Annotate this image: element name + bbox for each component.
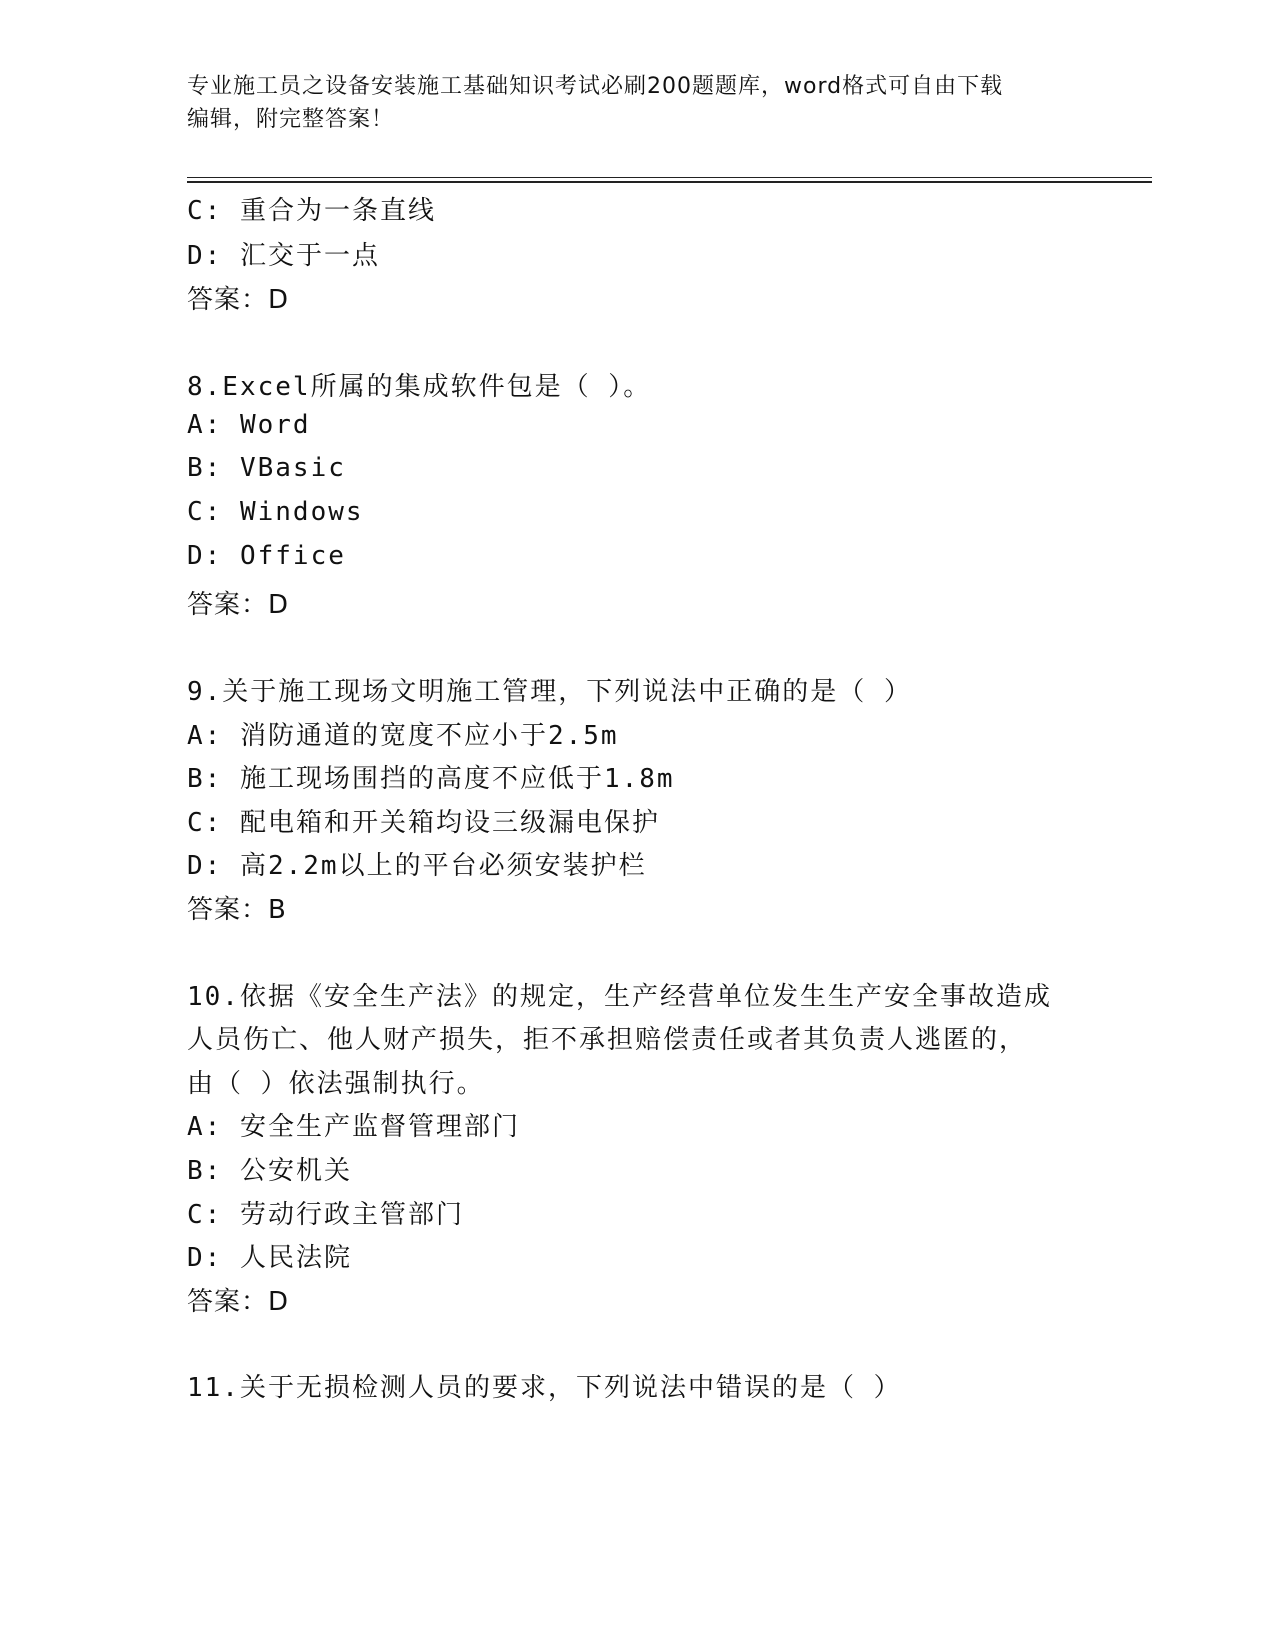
q8-option-a: A: Word <box>187 410 311 440</box>
q10-stem-line-3: 由（ ）依法强制执行。 <box>187 1069 485 1099</box>
q8-option-d: D: Office <box>187 541 346 571</box>
q11-stem: 11.关于无损检测人员的要求，下列说法中错误的是（ ） <box>187 1373 902 1403</box>
header-line-1: 专业施工员之设备安装施工基础知识考试必刷200题题库，word格式可自由下载 <box>187 74 1004 99</box>
q10-option-b: B: 公安机关 <box>187 1156 352 1186</box>
q8-answer: 答案：D <box>187 590 290 620</box>
header-divider-thin <box>187 177 1152 178</box>
q8-option-c: C: Windows <box>187 497 364 527</box>
q9-answer: 答案：B <box>187 895 287 925</box>
q10-stem-line-1: 10.依据《安全生产法》的规定，生产经营单位发生生产安全事故造成 <box>187 982 1052 1012</box>
q9-stem: 9.关于施工现场文明施工管理，下列说法中正确的是（ ） <box>187 677 912 707</box>
q10-option-d: D: 人民法院 <box>187 1243 352 1273</box>
header-line-2: 编辑，附完整答案！ <box>187 107 395 132</box>
q10-answer: 答案：D <box>187 1287 290 1317</box>
q9-option-c: C: 配电箱和开关箱均设三级漏电保护 <box>187 808 660 838</box>
prev-option-d: D: 汇交于一点 <box>187 241 380 271</box>
document-header <box>187 70 1087 136</box>
q9-option-b: B: 施工现场围挡的高度不应低于1.8m <box>187 764 675 794</box>
header-divider-thick <box>187 181 1152 183</box>
q10-stem-line-2: 人员伤亡、他人财产损失，拒不承担赔偿责任或者其负责人逃匿的， <box>187 1025 1028 1055</box>
q10-option-c: C: 劳动行政主管部门 <box>187 1200 464 1230</box>
q8-option-b: B: VBasic <box>187 453 346 483</box>
q9-option-a: A: 消防通道的宽度不应小于2.5m <box>187 721 619 751</box>
q8-stem: 8.Excel所属的集成软件包是（ ）。 <box>187 372 652 402</box>
prev-option-c: C: 重合为一条直线 <box>187 196 436 226</box>
prev-answer: 答案：D <box>187 285 290 315</box>
q9-option-d: D: 高2.2m以上的平台必须安装护栏 <box>187 851 647 881</box>
q10-option-a: A: 安全生产监督管理部门 <box>187 1112 520 1142</box>
